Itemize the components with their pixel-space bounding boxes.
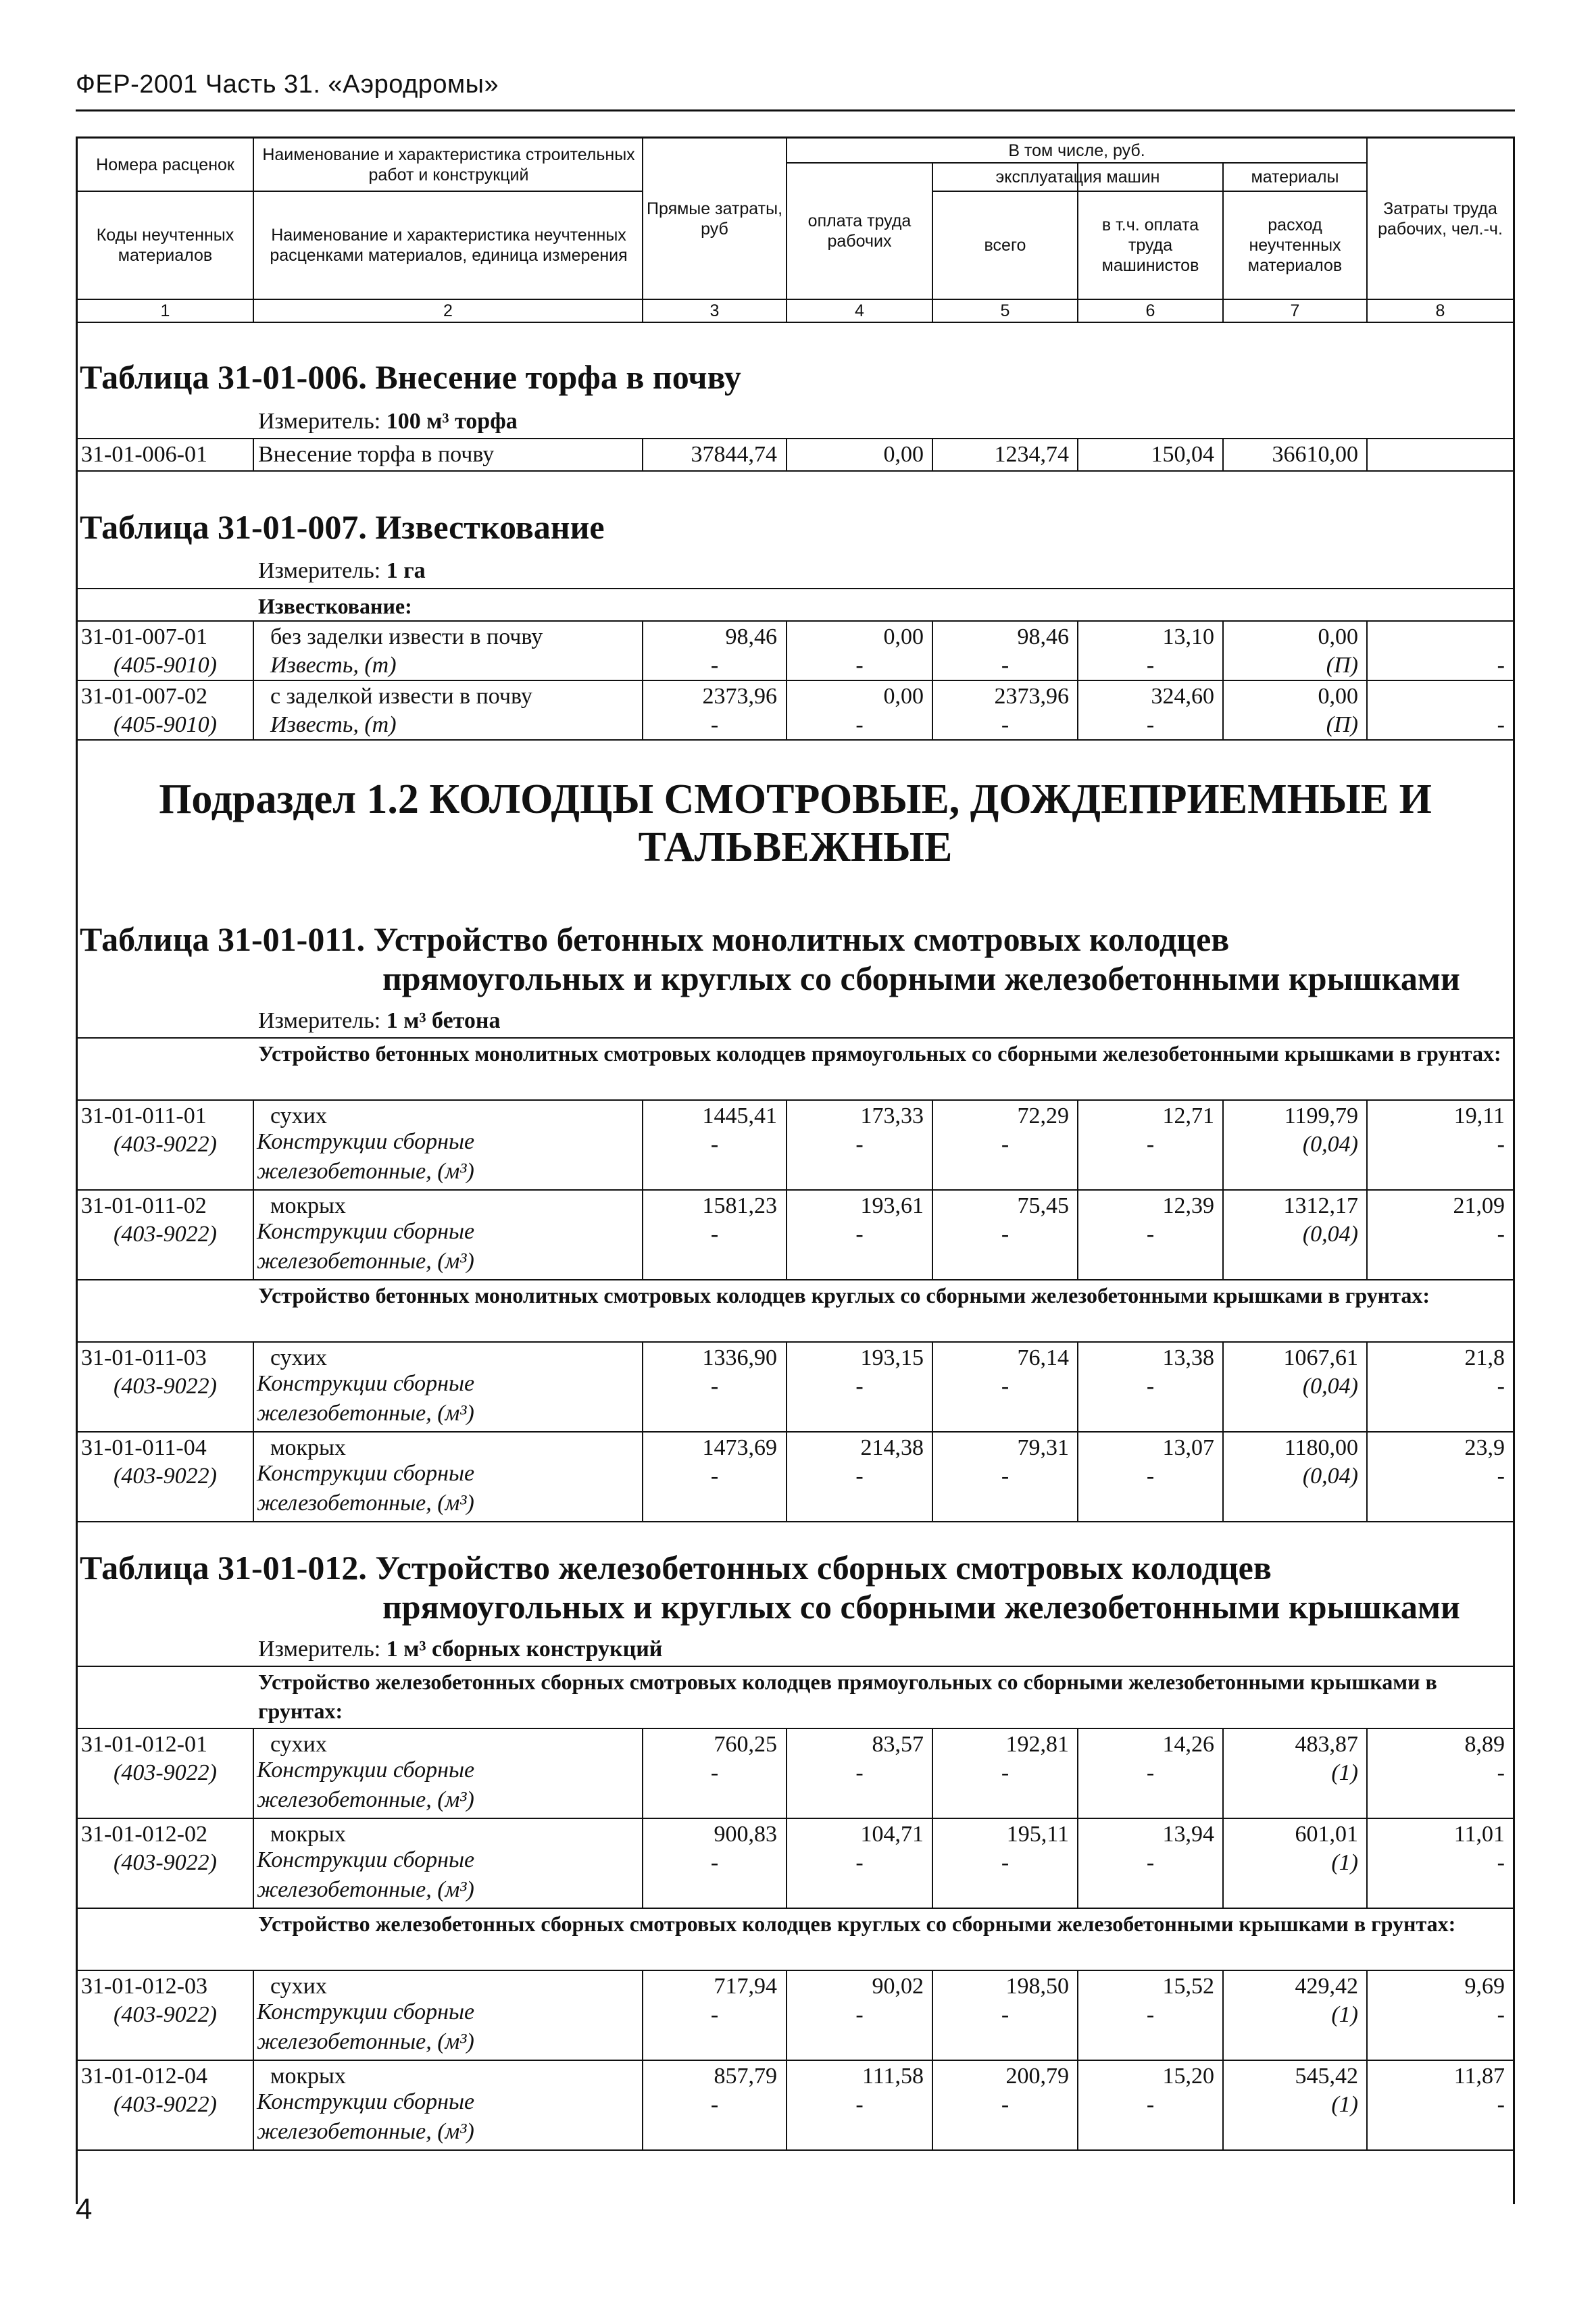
dash: -: [1497, 1132, 1505, 1157]
rule: [76, 1279, 1515, 1280]
group-heading: Устройство бетонных монолитных смотровых колодцев прямоугольных со сборными железобетонными крышками в грунтах:: [258, 1041, 1501, 1066]
dash: -: [855, 712, 864, 737]
work-name: мокрых: [270, 1193, 346, 1218]
rule: [642, 1970, 643, 2151]
material-consumption: 483,87: [1295, 1732, 1358, 1757]
labor-hours: 11,87: [1453, 2064, 1505, 2089]
material-name: Конструкции сборные железобетонные, (м³): [257, 1461, 475, 1516]
material-name: Конструкции сборные железобетонные, (м³): [257, 1758, 475, 1812]
direct-costs: 760,25: [714, 1732, 777, 1757]
material-name: Конструкции сборные железобетонные, (м³): [257, 1847, 475, 1902]
material-code: (403-9022): [114, 1464, 217, 1489]
dash: -: [855, 1464, 864, 1489]
dash: -: [1001, 1760, 1009, 1785]
dash: -: [1146, 1132, 1155, 1157]
col-header-material-codes: Коды неучтенных материалов: [96, 226, 234, 265]
dash: -: [1146, 1464, 1155, 1489]
machines-total: 198,50: [1005, 1974, 1069, 1999]
dash: -: [1146, 2092, 1155, 2117]
operators-pay: 12,71: [1162, 1103, 1214, 1128]
table-title-continued: прямоугольных и круглых со сборными железобетонными крышками: [382, 960, 1460, 997]
rule: [253, 438, 254, 470]
rule: [932, 1341, 933, 1522]
machines-total: 98,46: [1017, 624, 1069, 649]
labor-hours: 9,69: [1464, 1974, 1505, 1999]
material-consumption: 0,00: [1318, 624, 1358, 649]
material-quantity: (0,04): [1302, 1132, 1358, 1157]
work-name: сухих: [270, 1345, 327, 1370]
rule: [1222, 1341, 1224, 1522]
dash: -: [1001, 1850, 1009, 1875]
rule: [1222, 1099, 1224, 1280]
machines-total: 79,31: [1017, 1435, 1069, 1460]
material-consumption: 1067,61: [1283, 1345, 1358, 1370]
material-consumption: 1312,17: [1283, 1193, 1358, 1218]
rule: [786, 438, 787, 470]
rule: [76, 1908, 1515, 1909]
dash: -: [855, 653, 864, 678]
material-name: Конструкции сборные железобетонные, (м³): [257, 2089, 475, 2144]
labor-pay: 83,57: [872, 1732, 924, 1757]
document-header-title: ФЕР-2001 Часть 31. «Аэродромы»: [76, 70, 499, 99]
page-number: 4: [76, 2193, 93, 2226]
dash: -: [1001, 1374, 1009, 1399]
dash: -: [1497, 653, 1505, 678]
material-code: (403-9022): [114, 1374, 217, 1399]
material-quantity: (0,04): [1302, 1374, 1358, 1399]
subsection-heading-line: Подраздел 1.2 КОЛОДЦЫ СМОТРОВЫЕ, ДОЖДЕПРИЕМНЫЕ И: [159, 776, 1432, 822]
rule: [76, 1431, 1515, 1433]
col-number: 1: [160, 301, 170, 320]
col-header-direct-costs: Прямые затраты, руб: [646, 199, 783, 239]
material-consumption: 1180,00: [1284, 1435, 1358, 1460]
machines-total: 192,81: [1005, 1732, 1069, 1757]
dash: -: [855, 2092, 864, 2117]
labor-pay: 173,33: [860, 1103, 924, 1128]
rule: [932, 1970, 933, 2151]
col-number: 8: [1435, 301, 1445, 320]
labor-pay: 214,38: [860, 1435, 924, 1460]
rule: [76, 2060, 1515, 2061]
machines-total: 1234,74: [994, 442, 1069, 467]
work-name: сухих: [270, 1103, 327, 1128]
table-title: Таблица 31-01-011. Устройство бетонных монолитных смотровых колодцев: [80, 920, 1230, 958]
dash: -: [710, 1850, 719, 1875]
material-code: (403-9022): [114, 1850, 217, 1875]
rate-code: 31-01-012-02: [81, 1822, 207, 1847]
rule: [253, 620, 254, 739]
col-header-material-name: Наименование и характеристика неучтенных расценками материалов, единица измерения: [270, 226, 628, 265]
material-name: Конструкции сборные железобетонные, (м³): [257, 1999, 475, 2054]
measurement-unit: Измеритель: 1 м³ бетона: [258, 1008, 501, 1033]
rule: [76, 620, 1515, 622]
col-number: 7: [1290, 301, 1300, 320]
rule: [932, 620, 933, 739]
operators-pay: 15,20: [1162, 2064, 1214, 2089]
operators-pay: 15,52: [1162, 1974, 1214, 1999]
rule: [786, 1728, 787, 1909]
rule: [786, 1099, 787, 1280]
rule: [76, 588, 1515, 589]
material-quantity: (1): [1331, 2092, 1358, 2117]
labor-hours: 21,09: [1453, 1193, 1505, 1218]
labor-pay: 193,61: [860, 1193, 924, 1218]
dash: -: [855, 1850, 864, 1875]
col-header-labor-hours: Затраты труда рабочих, чел.-ч.: [1378, 199, 1503, 239]
rule: [76, 1099, 1515, 1101]
measurement-unit: Измеритель: 100 м³ торфа: [258, 409, 518, 434]
material-quantity: (1): [1331, 1850, 1358, 1875]
rule: [1222, 438, 1224, 470]
rule: [1366, 1970, 1368, 2151]
material-consumption: 0,00: [1318, 684, 1358, 709]
direct-costs: 857,79: [714, 2064, 777, 2089]
dash: -: [1497, 2002, 1505, 2027]
rate-code: 31-01-007-01: [81, 624, 207, 649]
work-name: мокрых: [270, 2064, 346, 2089]
measurement-unit: Измеритель: 1 м³ сборных конструкций: [258, 1637, 663, 1662]
rule: [932, 1728, 933, 1909]
labor-hours: 23,9: [1464, 1435, 1505, 1460]
dash: -: [1146, 1850, 1155, 1875]
rule: [786, 1341, 787, 1522]
rule: [76, 2149, 1515, 2151]
rule: [642, 620, 643, 739]
dash: -: [855, 2002, 864, 2027]
dash: -: [1001, 1464, 1009, 1489]
dash: -: [1497, 1464, 1505, 1489]
rule: [253, 1970, 254, 2151]
dash: -: [1497, 1374, 1505, 1399]
rule: [786, 1970, 787, 2151]
operators-pay: 150,04: [1151, 442, 1214, 467]
table-title-continued: прямоугольных и круглых со сборными железобетонными крышками: [382, 1588, 1460, 1626]
work-name: без заделки извести в почву: [270, 624, 543, 649]
rule: [642, 1728, 643, 1909]
col-header-machines-total: всего: [984, 236, 1026, 255]
labor-pay: 193,15: [860, 1345, 924, 1370]
operators-pay: 12,39: [1162, 1193, 1214, 1218]
dash: -: [1146, 1374, 1155, 1399]
material-code: (403-9022): [114, 1760, 217, 1785]
dash: -: [1146, 712, 1155, 737]
table-title: Таблица 31-01-012. Устройство железобетонных сборных смотровых колодцев: [80, 1549, 1272, 1587]
rule: [932, 1099, 933, 1280]
work-name: мокрых: [270, 1822, 346, 1847]
rule: [76, 438, 1515, 439]
dash: -: [1497, 712, 1505, 737]
col-number: 2: [443, 301, 453, 320]
rule: [1366, 620, 1368, 739]
dash: -: [1001, 1132, 1009, 1157]
dash: -: [710, 1222, 719, 1247]
dash: -: [1146, 1760, 1155, 1785]
direct-costs: 1581,23: [702, 1193, 777, 1218]
rate-code: 31-01-011-02: [81, 1193, 207, 1218]
rate-code: 31-01-011-03: [81, 1345, 207, 1370]
material-code: (403-9022): [114, 1222, 217, 1247]
material-quantity: (П): [1326, 712, 1358, 737]
machines-total: 75,45: [1017, 1193, 1069, 1218]
labor-hours: 21,8: [1464, 1345, 1505, 1370]
direct-costs: 2373,96: [702, 684, 777, 709]
col-header-including: В том числе, руб.: [1008, 141, 1145, 160]
material-quantity: (0,04): [1302, 1464, 1358, 1489]
rate-code: 31-01-012-04: [81, 2064, 207, 2089]
rule: [786, 620, 787, 739]
material-consumption: 545,42: [1295, 2064, 1358, 2089]
rule: [253, 136, 254, 322]
col-header-labor-pay: оплата труда рабочих: [807, 211, 912, 251]
material-name: Конструкции сборные железобетонные, (м³): [257, 1371, 475, 1426]
col-header-operators-pay: в т.ч. оплата труда машинистов: [1101, 216, 1199, 275]
rate-code: 31-01-011-01: [81, 1103, 207, 1128]
rule: [642, 1099, 643, 1280]
rule: [76, 1037, 1515, 1039]
dash: -: [710, 653, 719, 678]
rule: [1366, 1728, 1368, 1909]
direct-costs: 900,83: [714, 1822, 777, 1847]
material-quantity: (0,04): [1302, 1222, 1358, 1247]
material-quantity: (П): [1326, 653, 1358, 678]
material-consumption: 429,42: [1295, 1974, 1358, 1999]
labor-pay: 104,71: [860, 1822, 924, 1847]
material-code: (403-9022): [114, 1132, 217, 1157]
direct-costs: 98,46: [725, 624, 777, 649]
dash: -: [855, 1132, 864, 1157]
rule: [1366, 438, 1368, 470]
rule: [1222, 1970, 1224, 2151]
group-heading: Известкование:: [258, 594, 412, 618]
rule: [1513, 1528, 1515, 2204]
subsection-heading: [76, 776, 1515, 872]
work-name: сухих: [270, 1974, 327, 1999]
group-heading: Устройство железобетонных сборных смотровых колодцев круглых со сборными железобетонными крышками в грунтах:: [258, 1912, 1456, 1936]
measurement-unit: Измеритель: 1 га: [258, 558, 426, 583]
subsection-heading-line: ТАЛЬВЕЖНЫЕ: [638, 824, 953, 871]
rule: [76, 1818, 1515, 1819]
table-title: Таблица 31-01-007. Известкование: [80, 508, 605, 546]
work-name: сухих: [270, 1732, 327, 1757]
operators-pay: 13,94: [1162, 1822, 1214, 1847]
rule: [1077, 1341, 1078, 1522]
direct-costs: 1473,69: [702, 1435, 777, 1460]
col-number: 5: [1000, 301, 1010, 320]
material-quantity: (1): [1331, 1760, 1358, 1785]
col-number: 3: [709, 301, 720, 320]
direct-costs: 717,94: [714, 1974, 777, 1999]
dash: -: [1146, 1222, 1155, 1247]
col-header-rates: Номера расценок: [96, 155, 234, 174]
machines-total: 195,11: [1006, 1822, 1069, 1847]
material-consumption: 36610,00: [1272, 442, 1358, 467]
group-heading: Устройство бетонных монолитных смотровых колодцев круглых со сборными железобетонными крышками в грунтах:: [258, 1283, 1430, 1308]
rule: [76, 322, 1515, 323]
dash: -: [1001, 653, 1009, 678]
rule: [932, 438, 933, 470]
dash: -: [1497, 1850, 1505, 1875]
operators-pay: 13,10: [1162, 624, 1214, 649]
dash: -: [1497, 1760, 1505, 1785]
rule: [253, 1099, 254, 1280]
operators-pay: 14,26: [1162, 1732, 1214, 1757]
rule: [642, 1341, 643, 1522]
group-heading: Устройство железобетонных сборных смотровых колодцев прямоугольных со сборными железобетонными крышками в грунтах:: [258, 1670, 1437, 1724]
rule: [1366, 1341, 1368, 1522]
rule: [1366, 1099, 1368, 1280]
rule: [76, 1189, 1515, 1191]
rate-code: 31-01-006-01: [81, 442, 207, 467]
material-name: Конструкции сборные железобетонные, (м³): [257, 1129, 475, 1184]
table-title: Таблица 31-01-006. Внесение торфа в почву: [80, 358, 741, 396]
header-rule: [76, 109, 1515, 111]
rule: [1077, 620, 1078, 739]
rule: [76, 470, 1515, 472]
work-name: с заделкой извести в почву: [270, 684, 532, 709]
labor-hours: 11,01: [1453, 1822, 1505, 1847]
col-header-work-name: Наименование и характеристика строительных работ и конструкций: [262, 145, 635, 184]
dash: -: [710, 1464, 719, 1489]
rule: [76, 680, 1515, 681]
dash: -: [1146, 653, 1155, 678]
machines-total: 76,14: [1017, 1345, 1069, 1370]
machines-total: 2373,96: [994, 684, 1069, 709]
col-number: 6: [1145, 301, 1155, 320]
labor-pay: 90,02: [872, 1974, 924, 1999]
rule: [76, 1970, 1515, 1971]
col-header-material-consumption: расход неучтенных материалов: [1247, 216, 1343, 275]
rule: [76, 739, 1515, 741]
operators-pay: 13,07: [1162, 1435, 1214, 1460]
rate-code: 31-01-007-02: [81, 684, 207, 709]
rule: [1222, 620, 1224, 739]
material-quantity: (1): [1331, 2002, 1358, 2027]
dash: -: [710, 712, 719, 737]
dash: -: [710, 1132, 719, 1157]
labor-pay: 111,58: [862, 2064, 924, 2089]
work-name: Внесение торфа в почву: [258, 442, 495, 467]
dash: -: [1001, 2092, 1009, 2117]
dash: -: [710, 2092, 719, 2117]
operators-pay: 324,60: [1151, 684, 1214, 709]
dash: -: [1497, 1222, 1505, 1247]
material-name: Известь, (т): [270, 712, 397, 737]
labor-pay: 0,00: [883, 624, 924, 649]
col-number: 4: [855, 301, 864, 320]
material-code: (405-9010): [114, 653, 217, 678]
dash: -: [1497, 2092, 1505, 2117]
material-code: (405-9010): [114, 712, 217, 737]
material-consumption: 601,01: [1295, 1822, 1358, 1847]
material-code: (403-9022): [114, 2092, 217, 2117]
rule: [76, 1728, 1515, 1729]
rate-code: 31-01-011-04: [81, 1435, 207, 1460]
rate-code: 31-01-012-03: [81, 1974, 207, 1999]
dash: -: [855, 1374, 864, 1399]
dash: -: [710, 2002, 719, 2027]
machines-total: 200,79: [1005, 2064, 1069, 2089]
direct-costs: 37844,74: [691, 442, 777, 467]
material-consumption: 1199,79: [1284, 1103, 1358, 1128]
dash: -: [1146, 2002, 1155, 2027]
rule: [1077, 1970, 1078, 2151]
direct-costs: 1445,41: [702, 1103, 777, 1128]
material-code: (403-9022): [114, 2002, 217, 2027]
rule: [253, 1341, 254, 1522]
rule: [1077, 1728, 1078, 1909]
operators-pay: 13,38: [1162, 1345, 1214, 1370]
rule: [1077, 438, 1078, 470]
rule: [253, 1728, 254, 1909]
material-name: Конструкции сборные железобетонные, (м³): [257, 1219, 475, 1274]
col-header-machines: эксплуатация машин: [995, 168, 1160, 186]
labor-hours: 19,11: [1453, 1103, 1505, 1128]
rule: [642, 438, 643, 470]
col-header-materials: материалы: [1251, 168, 1339, 186]
material-name: Известь, (т): [270, 653, 397, 678]
dash: -: [855, 1222, 864, 1247]
labor-hours: 8,89: [1464, 1732, 1505, 1757]
rule: [1077, 1099, 1078, 1280]
rule: [76, 1521, 1515, 1522]
dash: -: [855, 1760, 864, 1785]
labor-pay: 0,00: [883, 684, 924, 709]
dash: -: [1001, 2002, 1009, 2027]
rule: [76, 1341, 1515, 1343]
machines-total: 72,29: [1017, 1103, 1069, 1128]
rule: [1222, 1728, 1224, 1909]
rate-code: 31-01-012-01: [81, 1732, 207, 1757]
dash: -: [1001, 712, 1009, 737]
rule: [76, 1666, 1515, 1667]
dash: -: [710, 1374, 719, 1399]
labor-pay: 0,00: [883, 442, 924, 467]
dash: -: [710, 1760, 719, 1785]
direct-costs: 1336,90: [702, 1345, 777, 1370]
work-name: мокрых: [270, 1435, 346, 1460]
dash: -: [1001, 1222, 1009, 1247]
